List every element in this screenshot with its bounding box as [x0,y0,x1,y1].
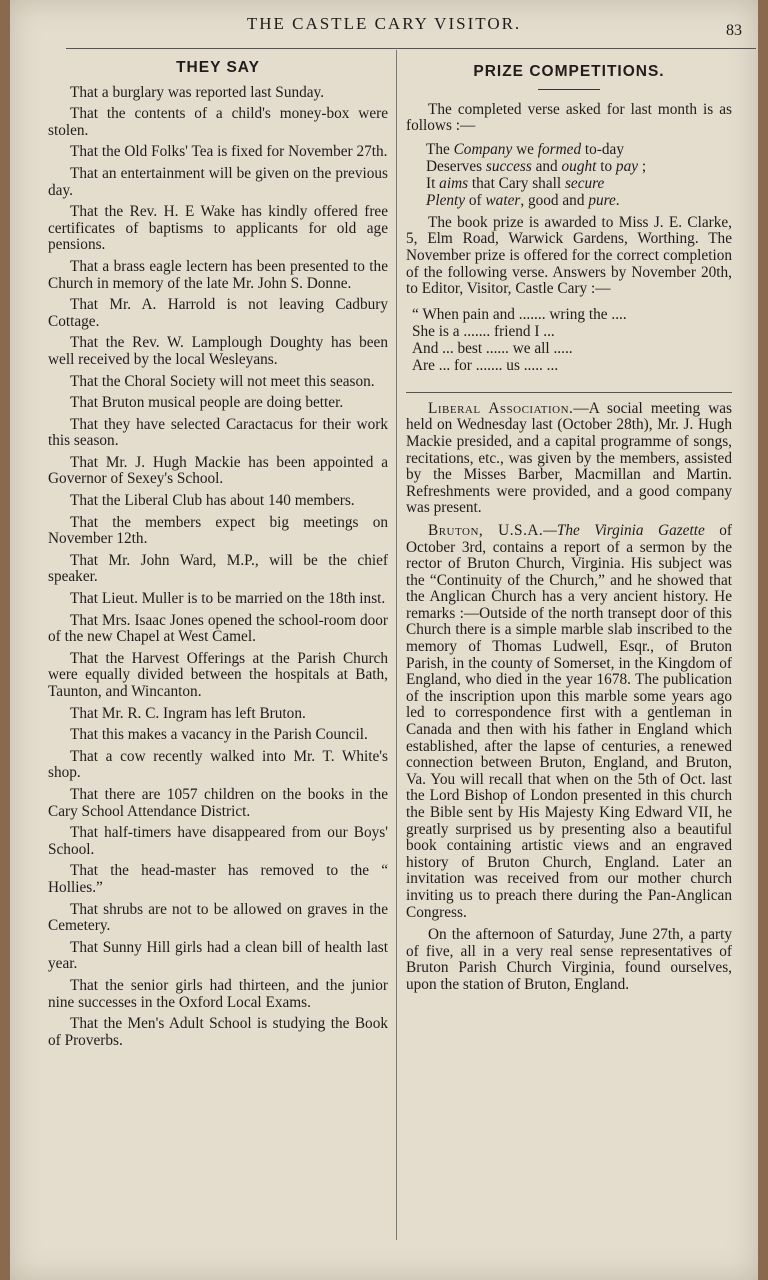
they-say-item: That the members expect big meetings on November 12th. [48,513,388,548]
virginia-gazette-title: —The Virginia Gazette [543,521,705,539]
prize-competitions-heading: PRIZE COMPETITIONS. [473,63,665,80]
they-say-list [48,85,388,1050]
prize-competitions-column [406,64,732,1000]
they-say-heading: THEY SAY [176,59,260,76]
blank-line: And ... best ...... we all ..... [412,339,573,357]
verse-line: Plenty of water, good and pure. [426,191,620,209]
they-say-item: That the Rev. W. Lamplough Doughty has been well received by the local Wesleyans. [48,334,388,368]
bruton-usa-heading: Bruton, U.S.A. [428,521,544,539]
document-page [10,0,758,1280]
they-say-item: That there are 1057 children on the books in the Cary School Attendance District. [48,785,388,820]
they-say-item: That the Old Folks' Tea is fixed for November 27th. [70,143,388,161]
blank-line: Are ... for ....... us ..... ... [412,356,559,374]
they-say-item: That the Rev. H. E Wake has kindly offered free certificates of baptisms to applicants for old age pensions. [48,203,388,254]
they-say-column [48,60,388,1054]
completed-verse [426,141,732,209]
they-say-item: That a brass eagle lectern has been presented to the Church in memory of the late Mr. John S. Donne. [48,257,388,292]
liberal-association-text: —A social meeting was held on Wednesday last (October 28th), Mr. J. Hugh Mackie presided, and a capital programme of songs, recitations, etc., was given by the members, assisted by the Misses Barber, Macmillan and Martin. Refreshments were provided, and a good company was present. [406,399,732,517]
they-say-item: That Mr. A. Harrold is not leaving Cadbury Cottage. [48,296,388,330]
verse-line: It aims that Cary shall secure [426,174,605,192]
they-say-item: That the Choral Society will not meet this season. [70,372,375,390]
heading-rule [538,89,600,90]
they-say-item: That Bruton musical people are doing better. [70,394,344,412]
blank-verse [412,306,732,374]
they-say-item: That the head-master has removed to the “ Hollies.” [48,862,388,896]
they-say-item: That Mr. J. Hugh Mackie has been appointed a Governor of Sexey's School. [48,453,388,488]
they-say-item: That the senior girls had thirteen, and the junior nine successes in the Oxford Local Exams. [48,976,388,1011]
they-say-item: That they have selected Caractacus for their work this season. [48,415,388,450]
blank-line: She is a ....... friend I ... [412,322,555,340]
liberal-association-notice [406,401,732,517]
they-say-item: That an entertainment will be given on the previous day. [48,164,388,199]
bruton-usa-text: of October 3rd, contains a report of a sermon by the rector of Bruton Church, Virginia. His subject was the “Continuity of the Church,” and he showed that the Anglican Church has a very ancient history. He remarks :—Outside of the north transept door of this Church there is a simple marble slab inscribed to the memory of Thomas Ludwell, Esqr., of Bruton Parish, in the county of Somerset, in the Kingdom of England, who died in the year 1678. The publication of the inscription upon this marble some years ago led to correspondence first with a gentleman in Canada and then with his father in England which established, after the lapse of centuries, a renewed connection between Bruton, England, and Bruton, Va. You will recall that when on the 5th of Oct. last the Lord Bishop of London presented in this church the Bible sent by His Majesty King Edward VII, he greatly surprised us by presenting also a beautiful book containing artistic views and an engraved history of Bruton Church, England. Later an invitation was received from our mother church inviting us to preach there during the Pan-Anglican Congress. [406,521,732,921]
column-divider [396,50,397,1240]
they-say-item: That the Liberal Club has about 140 members. [70,492,355,510]
they-say-item: That Mr. R. C. Ingram has left Bruton. [70,704,306,722]
they-say-item: That Mrs. Isaac Jones opened the school-room door of the new Chapel at West Camel. [48,611,388,646]
verse-line: Deserves success and ought to pay ; [426,157,647,175]
they-say-item: That the Men's Adult School is studying the Book of Proverbs. [48,1015,388,1049]
prize-award: The book prize is awarded to Miss J. E. Clarke, 5, Elm Road, Warwick Gardens, Worthing. The November prize is offered for the correct completion of the following verse. Answers by November 20th, to Editor, Visitor, Castle Cary :— [406,213,732,298]
they-say-item: That Lieut. Muller is to be married on the 18th inst. [70,590,386,608]
page-number: 83 [726,22,742,39]
liberal-association-heading: Liberal Association. [428,399,574,417]
top-rule [66,48,756,49]
they-say-item: That this makes a vacancy in the Parish Council. [70,726,368,744]
they-say-item: That half-timers have disappeared from our Boys' School. [48,824,388,858]
section-rule [406,392,732,393]
they-say-item: That shrubs are not to be allowed on graves in the Cemetery. [48,900,388,935]
verse-line: The Company we formed to-day [426,140,624,158]
blank-line: “ When pain and ....... wring the .... [412,305,627,323]
bruton-usa-notice [406,523,732,921]
they-say-item: That Sunny Hill girls had a clean bill of health last year. [48,938,388,973]
they-say-item: That the Harvest Offerings at the Parish Church were equally divided between the hospitals at Bath, Taunton, and Wincanton. [48,649,388,700]
they-say-item: That a burglary was reported last Sunday. [70,83,325,101]
they-say-item: That the contents of a child's money-box were stolen. [48,105,388,139]
afternoon-paragraph: On the afternoon of Saturday, June 27th, a party of five, all in a very real sense representatives of Bruton Parish Church Virginia, found ourselves, upon the station of Bruton, England. [406,926,732,993]
prize-intro: The completed verse asked for last month is as follows :— [406,100,732,135]
running-title: THE CASTLE CARY VISITOR. [246,14,522,33]
they-say-item: That a cow recently walked into Mr. T. White's shop. [48,747,388,782]
they-say-item: That Mr. John Ward, M.P., will be the chief speaker. [48,551,388,586]
